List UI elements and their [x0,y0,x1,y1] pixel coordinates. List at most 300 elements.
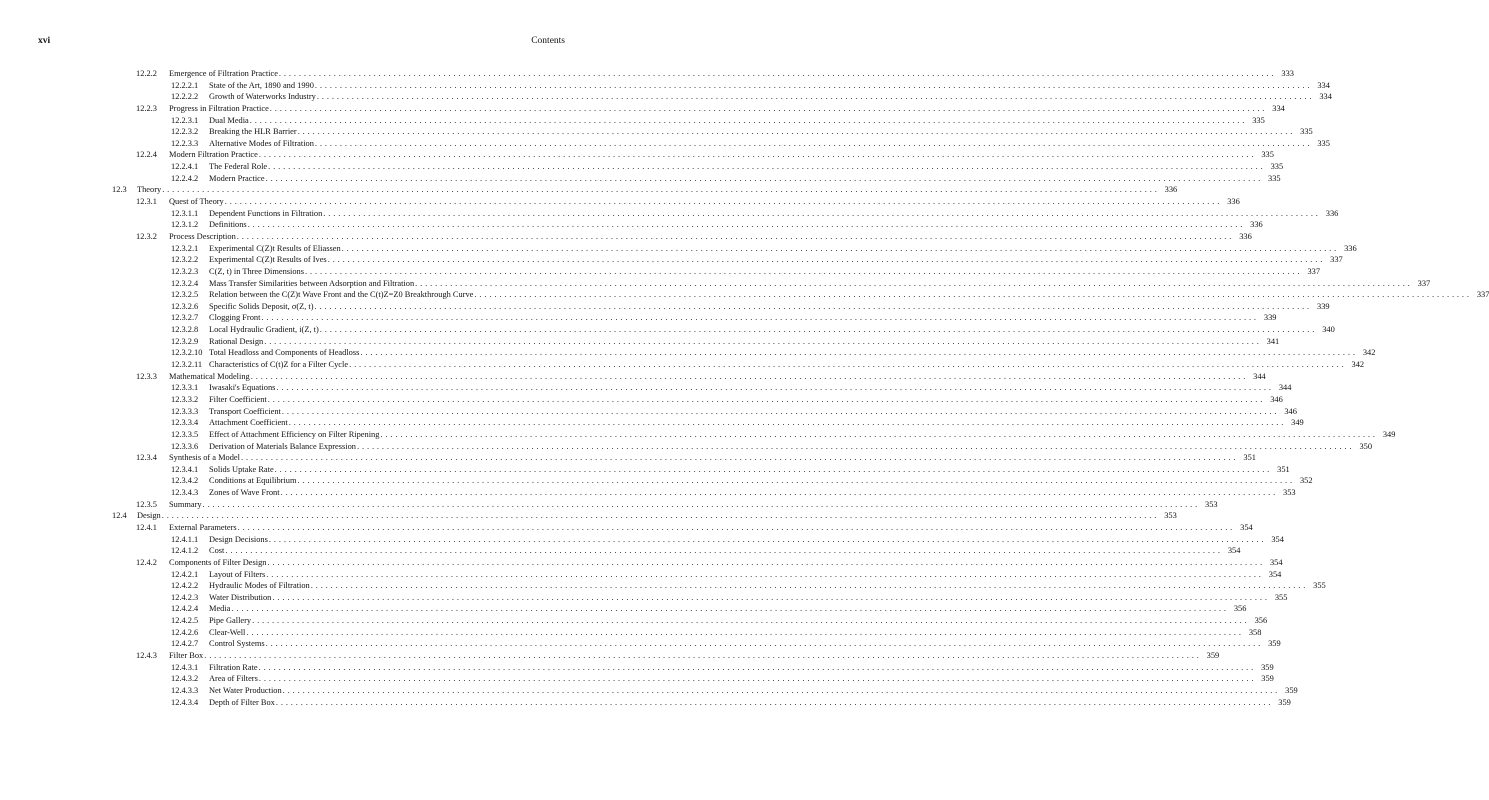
toc-entry-body [169,149,1274,161]
toc-entry [0,394,1283,406]
toc-entry-number: 12.2.3 [136,103,157,113]
toc-entry-page: 337 [1307,266,1320,276]
toc-entry-title: Cost [209,546,225,556]
toc-entry-number: 12.3.2.3 [171,266,199,276]
toc-entry [0,534,1284,546]
toc-leader-dots: . . . . . . . . . . . . . . . . . . . . . . . . . . . . . . . . . . . . . . . . . . . . . . . . . . . . . . . . . . . . . . . . . . . . . . . . . . . . . . . . . . . . . . . . . . . . . . . . . . . . . . . . . . . . . . . . . . . . . . . . . . . . . . . . . . . . . . . . . . . . . . . . . . . . . . . . . . . . . . . . . . . . . . . . . . . . . . . . . . . . . . . . . . . . . . . . . . . . . . . . [268,534,1264,544]
toc-entry-title: Design [137,511,161,521]
toc-entry-number: 12.4.2.4 [171,604,199,614]
toc-entry [0,289,1489,301]
toc-entry-number: 12.3.2.5 [171,290,199,300]
toc-entry-body [169,103,1285,115]
toc-entry-number: 12.4.1.1 [171,534,199,544]
toc-entry-title: Conditions at Equilibrium [209,476,297,486]
toc-entry-number: 12.3.2.9 [171,336,199,346]
toc-entry-page: 349 [1291,418,1304,428]
toc-entry-number: 12.4.2.3 [171,592,199,602]
toc-entry-title: Hydraulic Modes of Filtration [209,581,310,591]
toc-entry-title: Pipe Gallery [209,616,252,626]
toc-entry-number: 12.4.2.2 [171,581,199,591]
toc-leader-dots: . . . . . . . . . . . . . . . . . . . . . . . . . . . . . . . . . . . . . . . . . . . . . . . . . . . . . . . . . . . . . . . . . . . . . . . . . . . . . . . . . . . . . . . . . . . . . . . . . . . . . . . . . . . . . . . . . . . . . . . . . . . . . . . . . . . . . . . . . . . . . . . . . . . . . . . . . . . . . . . . . . . . . . . . . . . . . . . . . . . . . . . . . . . . . . . . . . . . . . . . [224,197,1220,207]
toc-leader-dots: . . . . . . . . . . . . . . . . . . . . . . . . . . . . . . . . . . . . . . . . . . . . . . . . . . . . . . . . . . . . . . . . . . . . . . . . . . . . . . . . . . . . . . . . . . . . . . . . . . . . . . . . . . . . . . . . . . . . . . . . . . . . . . . . . . . . . . . . . . . . . . . . . . . . . . . . . . . . . . . . . . . . . . . . . . . . . . . . . . . . . . . . . . . . . . . . . . . . . . . . [240,453,1236,463]
toc-entry-title: Emergence of Filtration Practice [169,69,278,78]
toc-entry-body [209,487,1296,499]
page-number: xvi [38,36,51,46]
toc-entry [0,103,1285,115]
toc-leader-dots: . . . . . . . . . . . . . . . . . . . . . . . . . . . . . . . . . . . . . . . . . . . . . . . . . . . . . . . . . . . . . . . . . . . . . . . . . . . . . . . . . . . . . . . . . . . . . . . . . . . . . . . . . . . . . . . . . . . . . . . . . . . . . . . . . . . . . . . . . . . . . . . . . . . . . . . . . . . . . . . . . . . . . . . . . . . . . . . . . . . . . . . . . . . . . . . . . . . . . . . . [258,662,1254,672]
toc-entry-body [209,603,1247,615]
toc-leader-dots: . . . . . . . . . . . . . . . . . . . . . . . . . . . . . . . . . . . . . . . . . . . . . . . . . . . . . . . . . . . . . . . . . . . . . . . . . . . . . . . . . . . . . . . . . . . . . . . . . . . . . . . . . . . . . . . . . . . . . . . . . . . . . . . . . . . . . . . . . . . . . . . . . . . . . . . . . . . . . . . . . . . . . . . . . . . . . . . . . . . . . . . . . . . . . . . . . . . . . . . . [247,220,1243,230]
toc-entry-page: 346 [1270,394,1283,404]
toc-entry-body [209,673,1274,685]
toc-entry-title: Alternative Modes of Filtration [209,138,314,148]
toc-entry-body [169,196,1240,208]
toc-entry-title: Iwasaki's Equations [209,383,276,393]
toc-entry-title: Mathematical Modeling [169,371,250,381]
toc-entry-number: 12.3.3.1 [171,383,199,393]
toc-entry-page: 350 [1359,441,1372,451]
toc-entry-body [209,347,1376,359]
toc-entry-title: Synthesis of a Model [169,453,240,463]
toc-leader-dots: . . . . . . . . . . . . . . . . . . . . . . . . . . . . . . . . . . . . . . . . . . . . . . . . . . . . . . . . . . . . . . . . . . . . . . . . . . . . . . . . . . . . . . . . . . . . . . . . . . . . . . . . . . . . . . . . . . . . . . . . . . . . . . . . . . . . . . . . . . . . . . . . . . . . . . . . . . . . . . . . . . . . . . . . . . . . . . . . . . . . . . . . . . . . . . . . . . . . . . . . [202,499,1198,509]
toc-entry-title: Layout of Filters [209,569,266,579]
toc-entry-body [209,417,1304,429]
toc-entry [0,371,1266,383]
toc-entry [0,650,1220,662]
toc-leader-dots: . . . . . . . . . . . . . . . . . . . . . . . . . . . . . . . . . . . . . . . . . . . . . . . . . . . . . . . . . . . . . . . . . . . . . . . . . . . . . . . . . . . . . . . . . . . . . . . . . . . . . . . . . . . . . . . . . . . . . . . . . . . . . . . . . . . . . . . . . . . . . . . . . . . . . . . . . . . . . . . . . . . . . . . . . . . . . . . . . . . . . . . . . . . . . . . . . . . . . . . . [297,476,1293,486]
toc-entry-page: 340 [1322,325,1335,335]
toc-entry-page: 344 [1253,371,1266,381]
toc-entry-number: 12.4.2.5 [171,616,199,626]
toc-entry-title: Depth of Filter Box [209,697,275,707]
toc-entry-number: 12.2.4.2 [171,173,199,183]
toc-entry-number: 12.3.2.11 [171,360,203,370]
toc-entry-page: 336 [1325,208,1339,218]
toc-leader-dots: . . . . . . . . . . . . . . . . . . . . . . . . . . . . . . . . . . . . . . . . . . . . . . . . . . . . . . . . . . . . . . . . . . . . . . . . . . . . . . . . . . . . . . . . . . . . . . . . . . . . . . . . . . . . . . . . . . . . . . . . . . . . . . . . . . . . . . . . . . . . . . . . . . . . . . . . . . . . . . . . . . . . . . . . . . . . . . . . . . . . . . . . . . . . . . . . . . . . . . . . [268,162,1264,172]
toc-leader-dots: . . . . . . . . . . . . . . . . . . . . . . . . . . . . . . . . . . . . . . . . . . . . . . . . . . . . . . . . . . . . . . . . . . . . . . . . . . . . . . . . . . . . . . . . . . . . . . . . . . . . . . . . . . . . . . . . . . . . . . . . . . . . . . . . . . . . . . . . . . . . . . . . . . . . . . . . . . . . . . . . . . . . . . . . . . . . . . . . . . . . . . . . . . . . . . . . . . . . . . . . [314,80,1310,90]
toc-entry-title: The Federal Role [209,162,268,172]
toc-entry-title: Transport Coefficient [209,406,281,416]
toc-leader-dots: . . . . . . . . . . . . . . . . . . . . . . . . . . . . . . . . . . . . . . . . . . . . . . . . . . . . . . . . . . . . . . . . . . . . . . . . . . . . . . . . . . . . . . . . . . . . . . . . . . . . . . . . . . . . . . . . . . . . . . . . . . . . . . . . . . . . . . . . . . . . . . . . . . . . . . . . . . . . . . . . . . . . . . . . . . . . . . . . . . . . . . . . . . . . . . . . . . . . . . . . [269,103,1265,113]
toc-entry-number: 12.3.4 [136,453,157,463]
toc-entry-title: Specific Solids Deposit, σ(Z, t) [209,301,314,311]
toc-entry-number: 12.4.3.2 [171,674,199,684]
toc-entry-body [209,289,1489,301]
toc-leader-dots: . . . . . . . . . . . . . . . . . . . . . . . . . . . . . . . . . . . . . . . . . . . . . . . . . . . . . . . . . . . . . . . . . . . . . . . . . . . . . . . . . . . . . . . . . . . . . . . . . . . . . . . . . . . . . . . . . . . . . . . . . . . . . . . . . . . . . . . . . . . . . . . . . . . . . . . . . . . . . . . . . . . . . . . . . . . . . . . . . . . . . . . . . . . . . . . . . . . . . . . . [310,581,1306,591]
toc-entry-page: 336 [1164,185,1178,195]
toc-entry-number: 12.4.2.1 [171,569,199,579]
toc-entry [0,452,1256,464]
toc-entry-number: 12.4.3.1 [171,662,199,672]
toc-entry-body [209,697,1291,709]
toc-entry-body [209,627,1262,639]
toc-entry [0,359,1365,371]
toc-entry-page: 354 [1271,534,1284,544]
toc-entry-body [169,650,1220,662]
toc-entry-title: Filter Box [169,651,204,661]
toc-leader-dots: . . . . . . . . . . . . . . . . . . . . . . . . . . . . . . . . . . . . . . . . . . . . . . . . . . . . . . . . . . . . . . . . . . . . . . . . . . . . . . . . . . . . . . . . . . . . . . . . . . . . . . . . . . . . . . . . . . . . . . . . . . . . . . . . . . . . . . . . . . . . . . . . . . . . . . . . . . . . . . . . . . . . . . . . . . . . . . . . . . . . . . . . . . . . . . . . . . . . . . . . [267,394,1263,404]
toc-entry-body [209,685,1298,697]
running-header [38,36,565,50]
toc-entry-page: 341 [1266,336,1280,346]
toc-entry-page: 359 [1261,674,1274,684]
toc-leader-dots: . . . . . . . . . . . . . . . . . . . . . . . . . . . . . . . . . . . . . . . . . . . . . . . . . . . . . . . . . . . . . . . . . . . . . . . . . . . . . . . . . . . . . . . . . . . . . . . . . . . . . . . . . . . . . . . . . . . . . . . . . . . . . . . . . . . . . . . . . . . . . . . . . . . . . . . . . . . . . . . . . . . . . . . . . . . . . . . . . . . . . . . . . . . . . . . . . . . . . . . . [323,208,1319,218]
toc-entry-title: Effect of Attachment Efficiency on Filter Ripening [209,429,380,439]
toc-entry [0,382,1292,394]
toc-entry-number: 12.3.2.2 [171,255,199,265]
toc-entry-number: 12.3.3.3 [171,406,199,416]
toc-leader-dots: . . . . . . . . . . . . . . . . . . . . . . . . . . . . . . . . . . . . . . . . . . . . . . . . . . . . . . . . . . . . . . . . . . . . . . . . . . . . . . . . . . . . . . . . . . . . . . . . . . . . . . . . . . . . . . . . . . . . . . . . . . . . . . . . . . . . . . . . . . . . . . . . . . . . . . . . . . . . . . . . . . . . . . . . . . . . . . . . . . . . . . . . . . . . . . . . . . . . . . . . [265,173,1261,183]
toc-entry-number: 12.3 [112,185,127,195]
toc-leader-dots: . . . . . . . . . . . . . . . . . . . . . . . . . . . . . . . . . . . . . . . . . . . . . . . . . . . . . . . . . . . . . . . . . . . . . . . . . . . . . . . . . . . . . . . . . . . . . . . . . . . . . . . . . . . . . . . . . . . . . . . . . . . . . . . . . . . . . . . . . . . . . . . . . . . . . . . . . . . . . . . . . . . . . . . . . . . . . . . . . . . . . . . . . . . . . . . . . . . . . . . . [274,464,1270,474]
toc-entry [0,499,1218,511]
toc-entry-number: 12.3.2.7 [171,313,199,323]
toc-entry-title: Local Hydraulic Gradient, i(Z, t) [209,325,319,335]
toc-entry-body [209,394,1283,406]
toc-entry-page: 351 [1277,464,1290,474]
toc-entry [0,184,1178,196]
toc-entry [0,161,1284,173]
toc-entry-number: 12.3.1 [136,197,157,207]
toc-entry-title: Attachment Coefficient [209,418,288,428]
toc-entry-number: 12.3.1.1 [171,208,199,218]
toc-entry-title: Design Decisions [209,534,268,544]
toc-entry-body [209,429,1396,441]
toc-entry-number: 12.4.2 [136,557,157,567]
toc-entry [0,569,1282,581]
toc-entry-body [209,312,1277,324]
toc-leader-dots: . . . . . . . . . . . . . . . . . . . . . . . . . . . . . . . . . . . . . . . . . . . . . . . . . . . . . . . . . . . . . . . . . . . . . . . . . . . . . . . . . . . . . . . . . . . . . . . . . . . . . . . . . . . . . . . . . . . . . . . . . . . . . . . . . . . . . . . . . . . . . . . . . . . . . . . . . . . . . . . . . . . . . . . . . . . . . . . . . . . . . . . . . . . . . . . . . . . . . . . . [474,290,1470,300]
toc-entry-title: Process Description [169,231,236,241]
toc-entry-body [169,557,1283,569]
toc-entry-page: 359 [1268,639,1281,649]
toc-entry [0,208,1339,220]
toc-entry-title: State of the Art, 1890 and 1990 [209,80,314,90]
toc-leader-dots: . . . . . . . . . . . . . . . . . . . . . . . . . . . . . . . . . . . . . . . . . . . . . . . . . . . . . . . . . . . . . . . . . . . . . . . . . . . . . . . . . . . . . . . . . . . . . . . . . . . . . . . . . . . . . . . . . . . . . . . . . . . . . . . . . . . . . . . . . . . . . . . . . . . . . . . . . . . . . . . . . . . . . . . . . . . . . . . . . . . . . . . . . . . . . . . . . . . . . . . . [264,336,1260,346]
table-of-contents [0,68,1489,708]
toc-entry-page: 335 [1252,115,1265,125]
toc-entry-body [209,441,1372,453]
toc-entry-body [169,452,1256,464]
toc-entry-title: Experimental C(Z)t Results of Ives [209,255,327,265]
toc-entry-number: 12.3.2.4 [171,278,199,288]
toc-leader-dots: . . . . . . . . . . . . . . . . . . . . . . . . . . . . . . . . . . . . . . . . . . . . . . . . . . . . . . . . . . . . . . . . . . . . . . . . . . . . . . . . . . . . . . . . . . . . . . . . . . . . . . . . . . . . . . . . . . . . . . . . . . . . . . . . . . . . . . . . . . . . . . . . . . . . . . . . . . . . . . . . . . . . . . . . . . . . . . . . . . . . . . . . . . . . . . . . . . . . . . . . [249,115,1245,125]
toc-entry [0,138,1330,150]
toc-entry-number: 12.3.2.1 [171,243,199,253]
toc-entry-body [209,219,1263,231]
toc-entry [0,627,1262,639]
toc-entry-body [209,580,1326,592]
toc-entry [0,173,1281,185]
toc-entry-page: 354 [1227,546,1241,556]
toc-entry-page: 336 [1250,220,1263,230]
toc-entry [0,580,1326,592]
toc-entry-number: 12.4.2.6 [171,627,199,637]
toc-entry-body [169,68,1294,80]
toc-entry-body [137,184,1178,196]
toc-entry-number: 12.4 [112,511,127,521]
toc-leader-dots: . . . . . . . . . . . . . . . . . . . . . . . . . . . . . . . . . . . . . . . . . . . . . . . . . . . . . . . . . . . . . . . . . . . . . . . . . . . . . . . . . . . . . . . . . . . . . . . . . . . . . . . . . . . . . . . . . . . . . . . . . . . . . . . . . . . . . . . . . . . . . . . . . . . . . . . . . . . . . . . . . . . . . . . . . . . . . . . . . . . . . . . . . . . . . . . . . . . . . . . . [225,546,1221,556]
toc-entry-body [209,161,1284,173]
toc-entry-page: 344 [1278,383,1292,393]
toc-entry [0,487,1296,499]
toc-entry-title: Definitions [209,220,247,230]
toc-entry-title: Water Distribution [209,592,272,602]
toc-entry-body [209,80,1330,92]
toc-entry [0,557,1283,569]
toc-entry-body [209,266,1320,278]
toc-entry-title: Progress in Filtration Practice [169,103,269,113]
toc-entry-page: 337 [1330,255,1343,265]
toc-entry-number: 12.3.2.6 [171,301,199,311]
toc-entry-number: 12.2.3.1 [171,115,199,125]
toc-entry-page: 333 [1281,69,1294,78]
toc-entry [0,336,1280,348]
toc-entry [0,615,1268,627]
toc-entry-page: 359 [1285,685,1298,695]
toc-entry-page: 334 [1319,92,1332,102]
toc-entry-body [209,638,1281,650]
toc-entry-number: 12.3.4.1 [171,464,199,474]
toc-entry-page: 336 [1344,243,1357,253]
toc-entry-number: 12.3.3 [136,371,157,381]
toc-entry-title: Components of Filter Design [169,557,267,567]
toc-entry-title: Quest of Theory [169,197,224,207]
toc-entry-page: 356 [1254,616,1268,626]
toc-entry [0,662,1274,674]
toc-entry-body [209,662,1274,674]
toc-entry-body [209,301,1330,313]
toc-entry [0,417,1304,429]
toc-entry [0,115,1265,127]
toc-entry-page: 334 [1317,80,1330,90]
toc-leader-dots: . . . . . . . . . . . . . . . . . . . . . . . . . . . . . . . . . . . . . . . . . . . . . . . . . . . . . . . . . . . . . . . . . . . . . . . . . . . . . . . . . . . . . . . . . . . . . . . . . . . . . . . . . . . . . . . . . . . . . . . . . . . . . . . . . . . . . . . . . . . . . . . . . . . . . . . . . . . . . . . . . . . . . . . . . . . . . . . . . . . . . . . . . . . . . . . . . . . . . . . . [314,138,1310,148]
toc-entry-number: 12.4.3.3 [171,685,199,695]
toc-leader-dots: . . . . . . . . . . . . . . . . . . . . . . . . . . . . . . . . . . . . . . . . . . . . . . . . . . . . . . . . . . . . . . . . . . . . . . . . . . . . . . . . . . . . . . . . . . . . . . . . . . . . . . . . . . . . . . . . . . . . . . . . . . . . . . . . . . . . . . . . . . . . . . . . . . . . . . . . . . . . . . . . . . . . . . . . . . . . . . . . . . . . . . . . . . . . . . . . . . . . . . . . [258,674,1254,684]
toc-entry-page: 334 [1272,103,1285,113]
toc-entry [0,68,1294,80]
toc-entry [0,254,1343,266]
toc-entry-title: C(Z, t) in Three Dimensions [209,266,304,276]
toc-entry [0,243,1357,255]
toc-entry-title: Media [209,604,231,614]
toc-entry-number: 12.3.3.5 [171,429,199,439]
toc-entry [0,231,1252,243]
toc-entry-page: 335 [1261,150,1274,160]
toc-entry-number: 12.2.2.1 [171,80,199,90]
toc-entry-page: 337 [1476,290,1489,300]
toc-entry [0,475,1313,487]
toc-entry-title: Modern Filtration Practice [169,150,258,160]
toc-entry-number: 12.3.3.6 [171,441,199,451]
toc-entry-body [209,254,1343,266]
toc-entry-title: Filter Coefficient [209,394,267,404]
toc-entry-page: 335 [1270,162,1284,172]
toc-entry-number: 12.2.4.1 [171,162,199,172]
toc-leader-dots: . . . . . . . . . . . . . . . . . . . . . . . . . . . . . . . . . . . . . . . . . . . . . . . . . . . . . . . . . . . . . . . . . . . . . . . . . . . . . . . . . . . . . . . . . . . . . . . . . . . . . . . . . . . . . . . . . . . . . . . . . . . . . . . . . . . . . . . . . . . . . . . . . . . . . . . . . . . . . . . . . . . . . . . . . . . . . . . . . . . . . . . . . . . . . . . . . . . . . . . . [276,383,1272,393]
toc-entry-page: 359 [1206,651,1220,661]
toc-leader-dots: . . . . . . . . . . . . . . . . . . . . . . . . . . . . . . . . . . . . . . . . . . . . . . . . . . . . . . . . . . . . . . . . . . . . . . . . . . . . . . . . . . . . . . . . . . . . . . . . . . . . . . . . . . . . . . . . . . . . . . . . . . . . . . . . . . . . . . . . . . . . . . . . . . . . . . . . . . . . . . . . . . . . . . . . . . . . . . . . . . . . . . . . . . . . . . . . . . . . . . . . [415,278,1411,288]
toc-leader-dots: . . . . . . . . . . . . . . . . . . . . . . . . . . . . . . . . . . . . . . . . . . . . . . . . . . . . . . . . . . . . . . . . . . . . . . . . . . . . . . . . . . . . . . . . . . . . . . . . . . . . . . . . . . . . . . . . . . . . . . . . . . . . . . . . . . . . . . . . . . . . . . . . . . . . . . . . . . . . . . . . . . . . . . . . . . . . . . . . . . . . . . . . . . . . . . . . . . . . . . . . [356,441,1352,451]
toc-entry-page: 354 [1269,557,1283,567]
toc-entry-title: Dependent Functions in Filtration [209,208,323,218]
toc-entry-body [209,475,1313,487]
toc-entry-number: 12.2.2 [136,69,157,78]
toc-entry-title: Characteristics of C(t)Z for a Filter Cycle [209,360,349,370]
toc-entry [0,638,1281,650]
toc-entry-page: 339 [1263,313,1277,323]
toc-leader-dots: . . . . . . . . . . . . . . . . . . . . . . . . . . . . . . . . . . . . . . . . . . . . . . . . . . . . . . . . . . . . . . . . . . . . . . . . . . . . . . . . . . . . . . . . . . . . . . . . . . . . . . . . . . . . . . . . . . . . . . . . . . . . . . . . . . . . . . . . . . . . . . . . . . . . . . . . . . . . . . . . . . . . . . . . . . . . . . . . . . . . . . . . . . . . . . . . . . . . . . . . [258,150,1254,160]
toc-entry-body [209,534,1284,546]
toc-entry-page: 353 [1205,499,1218,509]
toc-entry [0,347,1376,359]
toc-entry-number: 12.3.1.2 [171,220,199,230]
toc-entry-title: Zones of Wave Front [209,488,280,498]
toc-leader-dots: . . . . . . . . . . . . . . . . . . . . . . . . . . . . . . . . . . . . . . . . . . . . . . . . . . . . . . . . . . . . . . . . . . . . . . . . . . . . . . . . . . . . . . . . . . . . . . . . . . . . . . . . . . . . . . . . . . . . . . . . . . . . . . . . . . . . . . . . . . . . . . . . . . . . . . . . . . . . . . . . . . . . . . . . . . . . . . . . . . . . . . . . . . . . . . . . . . . . . . . . [281,406,1277,416]
toc-entry-title: Clear-Well [209,627,246,637]
toc-leader-dots: . . . . . . . . . . . . . . . . . . . . . . . . . . . . . . . . . . . . . . . . . . . . . . . . . . . . . . . . . . . . . . . . . . . . . . . . . . . . . . . . . . . . . . . . . . . . . . . . . . . . . . . . . . . . . . . . . . . . . . . . . . . . . . . . . . . . . . . . . . . . . . . . . . . . . . . . . . . . . . . . . . . . . . . . . . . . . . . . . . . . . . . . . . . . . . . . . . . . . . . . [252,616,1248,626]
toc-entry-page: 352 [1299,476,1313,486]
toc-entry-page: 335 [1317,138,1330,148]
toc-entry [0,429,1396,441]
toc-entry-title: Total Headloss and Components of Headloss [209,348,360,358]
toc-entry-page: 354 [1240,522,1253,532]
toc-entry-body [209,406,1297,418]
toc-entry-page: 335 [1300,127,1313,137]
toc-entry-title: Area of Filters [209,674,258,684]
toc-entry [0,91,1332,103]
toc-entry-page: 336 [1239,231,1252,241]
toc-entry-page: 353 [1164,511,1177,521]
toc-leader-dots: . . . . . . . . . . . . . . . . . . . . . . . . . . . . . . . . . . . . . . . . . . . . . . . . . . . . . . . . . . . . . . . . . . . . . . . . . . . . . . . . . . . . . . . . . . . . . . . . . . . . . . . . . . . . . . . . . . . . . . . . . . . . . . . . . . . . . . . . . . . . . . . . . . . . . . . . . . . . . . . . . . . . . . . . . . . . . . . . . . . . . . . . . . . . . . . . . . . . . . . . [272,592,1268,602]
toc-entry [0,80,1330,92]
toc-leader-dots: . . . . . . . . . . . . . . . . . . . . . . . . . . . . . . . . . . . . . . . . . . . . . . . . . . . . . . . . . . . . . . . . . . . . . . . . . . . . . . . . . . . . . . . . . . . . . . . . . . . . . . . . . . . . . . . . . . . . . . . . . . . . . . . . . . . . . . . . . . . . . . . . . . . . . . . . . . . . . . . . . . . . . . . . . . . . . . . . . . . . . . . . . . . . . . . . . . . . . . . . [231,604,1227,614]
toc-leader-dots: . . . . . . . . . . . . . . . . . . . . . . . . . . . . . . . . . . . . . . . . . . . . . . . . . . . . . . . . . . . . . . . . . . . . . . . . . . . . . . . . . . . . . . . . . . . . . . . . . . . . . . . . . . . . . . . . . . . . . . . . . . . . . . . . . . . . . . . . . . . . . . . . . . . . . . . . . . . . . . . . . . . . . . . . . . . . . . . . . . . . . . . . . . . . . . . . . . . . . . . . [349,360,1345,370]
toc-entry-number: 12.2.4 [136,150,157,160]
toc-entry-body [209,545,1241,557]
running-title: Contents [531,36,565,46]
toc-entry-number: 12.3.5 [136,499,157,509]
toc-entry-page: 342 [1351,360,1365,370]
toc-entry [0,522,1253,534]
toc-leader-dots: . . . . . . . . . . . . . . . . . . . . . . . . . . . . . . . . . . . . . . . . . . . . . . . . . . . . . . . . . . . . . . . . . . . . . . . . . . . . . . . . . . . . . . . . . . . . . . . . . . . . . . . . . . . . . . . . . . . . . . . . . . . . . . . . . . . . . . . . . . . . . . . . . . . . . . . . . . . . . . . . . . . . . . . . . . . . . . . . . . . . . . . . . . . . . . . . . . . . . . . . [266,569,1262,579]
toc-entry-page: 355 [1274,592,1288,602]
toc-entry [0,592,1288,604]
toc-entry [0,278,1431,290]
toc-entry-body [209,208,1339,220]
toc-entry-number: 12.4.3.4 [171,697,199,707]
toc-entry [0,324,1335,336]
toc-entry-page: 349 [1382,429,1396,439]
toc-leader-dots: . . . . . . . . . . . . . . . . . . . . . . . . . . . . . . . . . . . . . . . . . . . . . . . . . . . . . . . . . . . . . . . . . . . . . . . . . . . . . . . . . . . . . . . . . . . . . . . . . . . . . . . . . . . . . . . . . . . . . . . . . . . . . . . . . . . . . . . . . . . . . . . . . . . . . . . . . . . . . . . . . . . . . . . . . . . . . . . . . . . . . . . . . . . . . . . . . . . . . . . . [314,301,1310,311]
toc-leader-dots: . . . . . . . . . . . . . . . . . . . . . . . . . . . . . . . . . . . . . . . . . . . . . . . . . . . . . . . . . . . . . . . . . . . . . . . . . . . . . . . . . . . . . . . . . . . . . . . . . . . . . . . . . . . . . . . . . . . . . . . . . . . . . . . . . . . . . . . . . . . . . . . . . . . . . . . . . . . . . . . . . . . . . . . . . . . . . . . . . . . . . . . . . . . . . . . . . . . . . . . . [162,185,1158,195]
toc-entry-number: 12.4.1 [136,522,157,532]
toc-entry-number: 12.4.1.2 [171,546,199,556]
toc-entry-title: Summary [169,499,202,509]
toc-entry [0,266,1320,278]
toc-leader-dots: . . . . . . . . . . . . . . . . . . . . . . . . . . . . . . . . . . . . . . . . . . . . . . . . . . . . . . . . . . . . . . . . . . . . . . . . . . . . . . . . . . . . . . . . . . . . . . . . . . . . . . . . . . . . . . . . . . . . . . . . . . . . . . . . . . . . . . . . . . . . . . . . . . . . . . . . . . . . . . . . . . . . . . . . . . . . . . . . . . . . . . . . . . . . . . . . . . . . . . . . [341,243,1337,253]
toc-leader-dots: . . . . . . . . . . . . . . . . . . . . . . . . . . . . . . . . . . . . . . . . . . . . . . . . . . . . . . . . . . . . . . . . . . . . . . . . . . . . . . . . . . . . . . . . . . . . . . . . . . . . . . . . . . . . . . . . . . . . . . . . . . . . . . . . . . . . . . . . . . . . . . . . . . . . . . . . . . . . . . . . . . . . . . . . . . . . . . . . . . . . . . . . . . . . . . . . . . . . . . . . [261,313,1257,323]
toc-entry-body [209,336,1280,348]
toc-entry [0,673,1274,685]
toc-leader-dots: . . . . . . . . . . . . . . . . . . . . . . . . . . . . . . . . . . . . . . . . . . . . . . . . . . . . . . . . . . . . . . . . . . . . . . . . . . . . . . . . . . . . . . . . . . . . . . . . . . . . . . . . . . . . . . . . . . . . . . . . . . . . . . . . . . . . . . . . . . . . . . . . . . . . . . . . . . . . . . . . . . . . . . . . . . . . . . . . . . . . . . . . . . . . . . . . . . . . . . . . [161,511,1157,521]
toc-entry [0,196,1240,208]
toc-entry-body [209,115,1265,127]
toc-entry-number: 12.3.4.3 [171,488,199,498]
toc-entry-title: Solids Uptake Rate [209,464,274,474]
toc-entry [0,464,1290,476]
toc-entry-page: 337 [1417,278,1431,288]
toc-entry-number: 12.3.4.2 [171,476,199,486]
toc-entry-body [209,569,1282,581]
toc-entry-body [209,464,1290,476]
toc-entry-title: Net Water Production [209,685,282,695]
toc-entry-page: 346 [1284,406,1297,416]
toc-leader-dots: . . . . . . . . . . . . . . . . . . . . . . . . . . . . . . . . . . . . . . . . . . . . . . . . . . . . . . . . . . . . . . . . . . . . . . . . . . . . . . . . . . . . . . . . . . . . . . . . . . . . . . . . . . . . . . . . . . . . . . . . . . . . . . . . . . . . . . . . . . . . . . . . . . . . . . . . . . . . . . . . . . . . . . . . . . . . . . . . . . . . . . . . . . . . . . . . . . . . . . . . [250,371,1246,381]
toc-leader-dots: . . . . . . . . . . . . . . . . . . . . . . . . . . . . . . . . . . . . . . . . . . . . . . . . . . . . . . . . . . . . . . . . . . . . . . . . . . . . . . . . . . . . . . . . . . . . . . . . . . . . . . . . . . . . . . . . . . . . . . . . . . . . . . . . . . . . . . . . . . . . . . . . . . . . . . . . . . . . . . . . . . . . . . . . . . . . . . . . . . . . . . . . . . . . . . . . . . . . . . . . [297,127,1293,137]
toc-leader-dots: . . . . . . . . . . . . . . . . . . . . . . . . . . . . . . . . . . . . . . . . . . . . . . . . . . . . . . . . . . . . . . . . . . . . . . . . . . . . . . . . . . . . . . . . . . . . . . . . . . . . . . . . . . . . . . . . . . . . . . . . . . . . . . . . . . . . . . . . . . . . . . . . . . . . . . . . . . . . . . . . . . . . . . . . . . . . . . . . . . . . . . . . . . . . . . . . . . . . . . . . [316,92,1312,102]
toc-entry-body [137,510,1177,522]
toc-entry-title: Experimental C(Z)t Results of Eliassen [209,243,341,253]
toc-entry-body [209,592,1288,604]
toc-leader-dots: . . . . . . . . . . . . . . . . . . . . . . . . . . . . . . . . . . . . . . . . . . . . . . . . . . . . . . . . . . . . . . . . . . . . . . . . . . . . . . . . . . . . . . . . . . . . . . . . . . . . . . . . . . . . . . . . . . . . . . . . . . . . . . . . . . . . . . . . . . . . . . . . . . . . . . . . . . . . . . . . . . . . . . . . . . . . . . . . . . . . . . . . . . . . . . . . . . . . . . . . [237,522,1233,532]
toc-leader-dots: . . . . . . . . . . . . . . . . . . . . . . . . . . . . . . . . . . . . . . . . . . . . . . . . . . . . . . . . . . . . . . . . . . . . . . . . . . . . . . . . . . . . . . . . . . . . . . . . . . . . . . . . . . . . . . . . . . . . . . . . . . . . . . . . . . . . . . . . . . . . . . . . . . . . . . . . . . . . . . . . . . . . . . . . . . . . . . . . . . . . . . . . . . . . . . . . . . . . . . . . [288,418,1284,428]
toc-entry-number: 12.4.2.7 [171,639,199,649]
toc-leader-dots: . . . . . . . . . . . . . . . . . . . . . . . . . . . . . . . . . . . . . . . . . . . . . . . . . . . . . . . . . . . . . . . . . . . . . . . . . . . . . . . . . . . . . . . . . . . . . . . . . . . . . . . . . . . . . . . . . . . . . . . . . . . . . . . . . . . . . . . . . . . . . . . . . . . . . . . . . . . . . . . . . . . . . . . . . . . . . . . . . . . . . . . . . . . . . . . . . . . . . . . . [265,639,1261,649]
toc-entry-body [209,615,1268,627]
toc-entry-title: Modern Practice [209,173,265,183]
toc-entry-title: Mass Transfer Similarities between Adsorption and Filtration [209,278,415,288]
toc-entry-page: 339 [1317,301,1330,311]
toc-entry-number: 12.3.3.4 [171,418,199,428]
toc-entry [0,685,1298,697]
toc-entry-title: Relation between the C(Z)t Wave Front and the C(t)Z=Z0 Breakthrough Curve [209,290,474,300]
toc-entry-title: Control Systems [209,639,265,649]
toc-entry-body [209,126,1313,138]
toc-entry-page: 359 [1278,697,1291,707]
toc-entry-title: Clogging Front [209,313,261,323]
toc-entry-body [169,499,1218,511]
toc-entry-number: 12.2.3.2 [171,127,199,137]
toc-entry [0,510,1177,522]
toc-leader-dots: . . . . . . . . . . . . . . . . . . . . . . . . . . . . . . . . . . . . . . . . . . . . . . . . . . . . . . . . . . . . . . . . . . . . . . . . . . . . . . . . . . . . . . . . . . . . . . . . . . . . . . . . . . . . . . . . . . . . . . . . . . . . . . . . . . . . . . . . . . . . . . . . . . . . . . . . . . . . . . . . . . . . . . . . . . . . . . . . . . . . . . . . . . . . . . . . . . . . . . . . [304,266,1300,276]
toc-entry-title: Dual Media [209,115,249,125]
toc-leader-dots: . . . . . . . . . . . . . . . . . . . . . . . . . . . . . . . . . . . . . . . . . . . . . . . . . . . . . . . . . . . . . . . . . . . . . . . . . . . . . . . . . . . . . . . . . . . . . . . . . . . . . . . . . . . . . . . . . . . . . . . . . . . . . . . . . . . . . . . . . . . . . . . . . . . . . . . . . . . . . . . . . . . . . . . . . . . . . . . . . . . . . . . . . . . . . . . . . . . . . . . . [204,651,1200,661]
toc-leader-dots: . . . . . . . . . . . . . . . . . . . . . . . . . . . . . . . . . . . . . . . . . . . . . . . . . . . . . . . . . . . . . . . . . . . . . . . . . . . . . . . . . . . . . . . . . . . . . . . . . . . . . . . . . . . . . . . . . . . . . . . . . . . . . . . . . . . . . . . . . . . . . . . . . . . . . . . . . . . . . . . . . . . . . . . . . . . . . . . . . . . . . . . . . . . . . . . . . . . . . . . . [275,697,1271,707]
toc-entry [0,149,1274,161]
toc-entry-body [209,138,1330,150]
toc-entry-number: 12.2.3.3 [171,138,199,148]
toc-entry-page: 353 [1283,488,1296,498]
toc-entry-body [209,173,1281,185]
toc-entry-title: Derivation of Materials Balance Expression [209,441,356,451]
toc-entry-page: 359 [1261,662,1274,672]
toc-leader-dots: . . . . . . . . . . . . . . . . . . . . . . . . . . . . . . . . . . . . . . . . . . . . . . . . . . . . . . . . . . . . . . . . . . . . . . . . . . . . . . . . . . . . . . . . . . . . . . . . . . . . . . . . . . . . . . . . . . . . . . . . . . . . . . . . . . . . . . . . . . . . . . . . . . . . . . . . . . . . . . . . . . . . . . . . . . . . . . . . . . . . . . . . . . . . . . . . . . . . . . . . [380,429,1376,439]
toc-entry-title: External Parameters [169,522,237,532]
toc-leader-dots: . . . . . . . . . . . . . . . . . . . . . . . . . . . . . . . . . . . . . . . . . . . . . . . . . . . . . . . . . . . . . . . . . . . . . . . . . . . . . . . . . . . . . . . . . . . . . . . . . . . . . . . . . . . . . . . . . . . . . . . . . . . . . . . . . . . . . . . . . . . . . . . . . . . . . . . . . . . . . . . . . . . . . . . . . . . . . . . . . . . . . . . . . . . . . . . . . . . . . . . . [319,325,1315,335]
toc-leader-dots: . . . . . . . . . . . . . . . . . . . . . . . . . . . . . . . . . . . . . . . . . . . . . . . . . . . . . . . . . . . . . . . . . . . . . . . . . . . . . . . . . . . . . . . . . . . . . . . . . . . . . . . . . . . . . . . . . . . . . . . . . . . . . . . . . . . . . . . . . . . . . . . . . . . . . . . . . . . . . . . . . . . . . . . . . . . . . . . . . . . . . . . . . . . . . . . . . . . . . . . . [282,685,1278,695]
toc-entry [0,126,1313,138]
toc-entry [0,697,1291,709]
toc-entry-number: 12.4.3 [136,651,157,661]
toc-entry-number: 12.3.2.10 [171,348,203,358]
toc-entry-page: 355 [1313,581,1326,591]
toc-entry-number: 12.3.2 [136,231,157,241]
toc-entry-body [169,371,1266,383]
toc-leader-dots: . . . . . . . . . . . . . . . . . . . . . . . . . . . . . . . . . . . . . . . . . . . . . . . . . . . . . . . . . . . . . . . . . . . . . . . . . . . . . . . . . . . . . . . . . . . . . . . . . . . . . . . . . . . . . . . . . . . . . . . . . . . . . . . . . . . . . . . . . . . . . . . . . . . . . . . . . . . . . . . . . . . . . . . . . . . . . . . . . . . . . . . . . . . . . . . . . . . . . . . . [327,255,1323,265]
toc-entry-page: 336 [1227,197,1240,207]
toc-entry-title: Filtration Rate [209,662,258,672]
